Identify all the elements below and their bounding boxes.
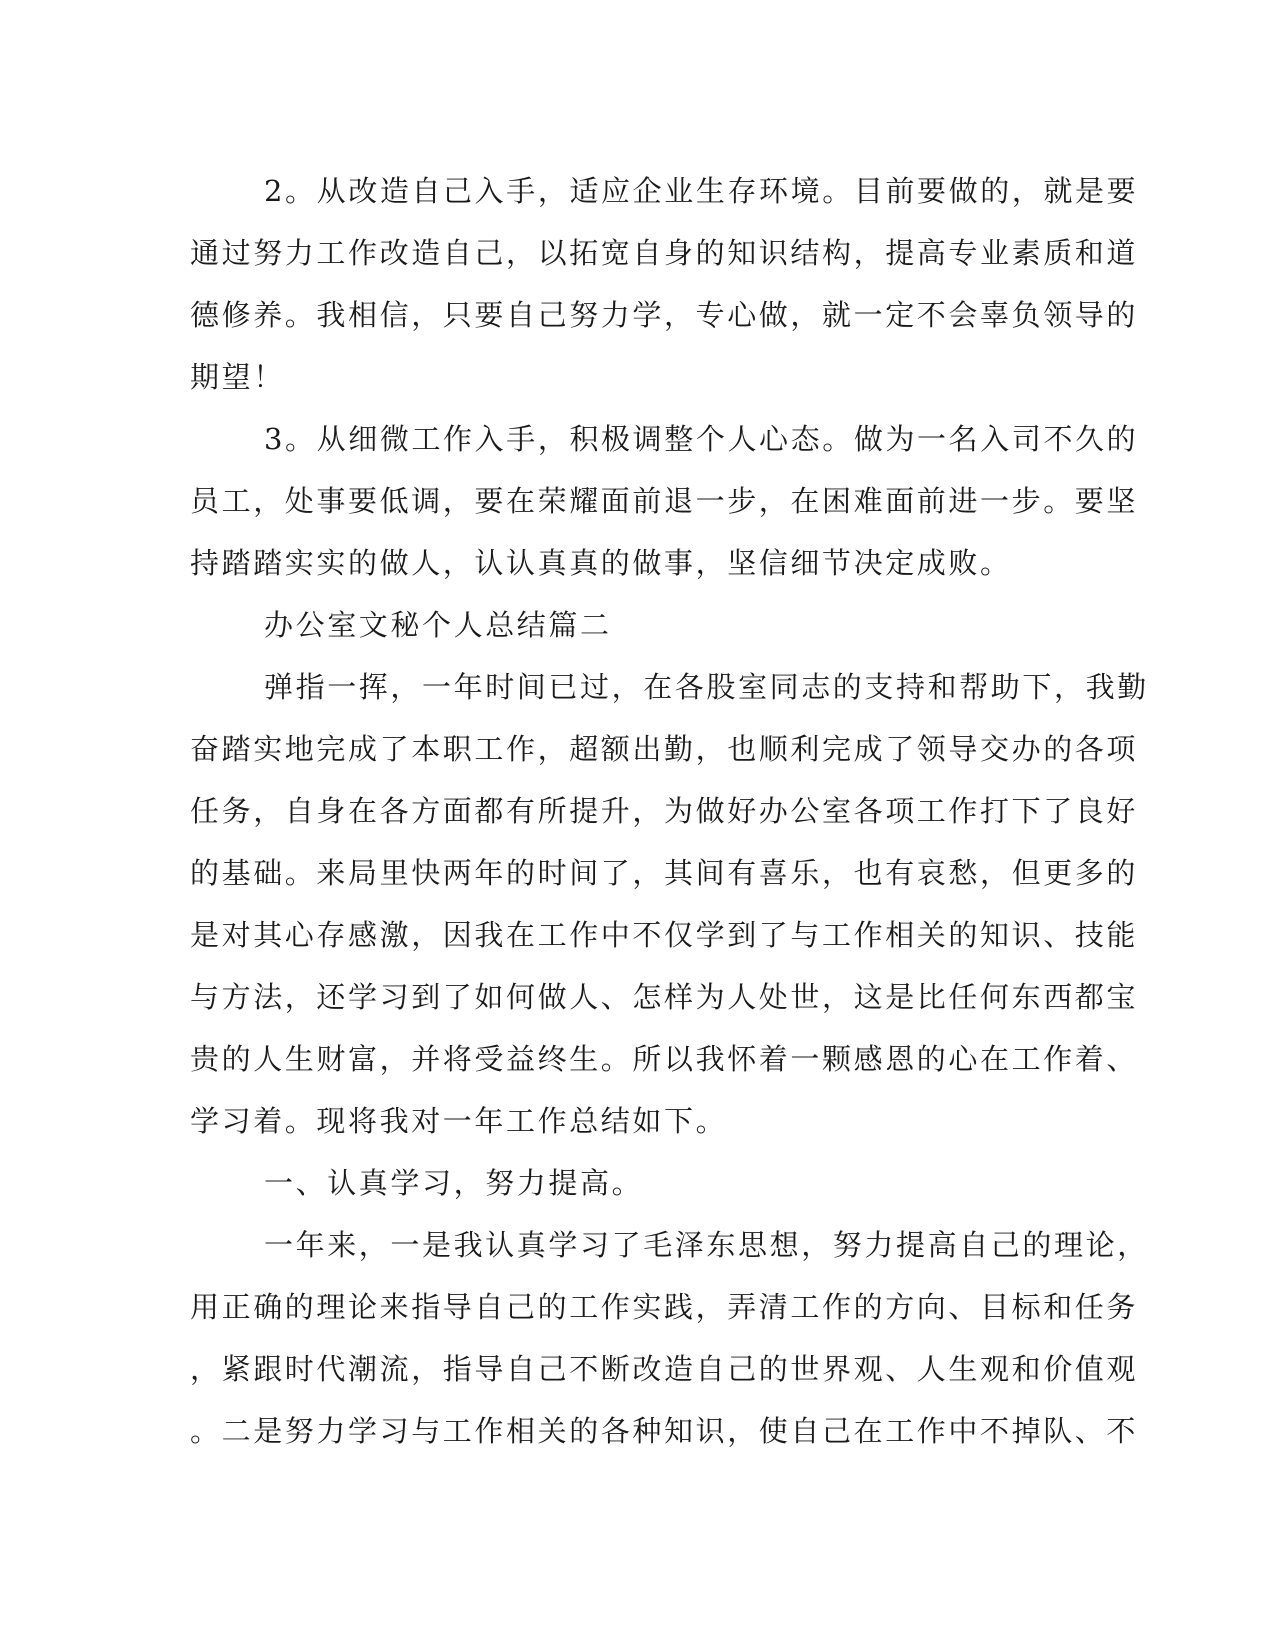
paragraph-line: 贵的人生财富，并将受益终生。所以我怀着一颗感恩的心在工作着、 — [190, 1042, 1139, 1076]
paragraph-line: 2。从改造自己入手，适应企业生存环境。目前要做的，就是要 — [264, 174, 1139, 208]
paragraph-line: 与方法，还学习到了如何做人、怎样为人处世，这是比任何东西都宝 — [190, 980, 1139, 1014]
paragraph-line: 弹指一挥，一年时间已过，在各股室同志的支持和帮助下，我勤 — [264, 670, 1149, 704]
paragraph-line: 3。从细微工作入手，积极调整个人心态。做为一名入司不久的 — [264, 422, 1139, 456]
paragraph-line: 。二是努力学习与工作相关的各种知识，使自己在工作中不掉队、不 — [190, 1414, 1139, 1448]
paragraph-line: 期望！ — [190, 360, 285, 394]
paragraph-line: 学习着。现将我对一年工作总结如下。 — [190, 1104, 728, 1138]
paragraph-line: 用正确的理论来指导自己的工作实践，弄清工作的方向、目标和任务 — [190, 1290, 1139, 1324]
paragraph-line: 奋踏实地完成了本职工作，超额出勤，也顺利完成了领导交办的各项 — [190, 732, 1139, 766]
document-body — [190, 160, 1149, 1462]
paragraph-line: ，紧跟时代潮流，指导自己不断改造自己的世界观、人生观和价值观 — [190, 1352, 1139, 1386]
paragraph-line: 通过努力工作改造自己，以拓宽自身的知识结构，提高专业素质和道 — [190, 236, 1139, 270]
paragraph-line: 持踏踏实实的做人，认认真真的做事，坚信细节决定成败。 — [190, 546, 1012, 580]
paragraph-line: 任务，自身在各方面都有所提升，为做好办公室各项工作打下了良好 — [190, 794, 1139, 828]
paragraph-line: 一年来，一是我认真学习了毛泽东思想，努力提高自己的理论， — [264, 1228, 1149, 1262]
paragraph-line: 德修养。我相信，只要自己努力学，专心做，就一定不会辜负领导的 — [190, 298, 1139, 332]
paragraph-line: 是对其心存感激，因我在工作中不仅学到了与工作相关的知识、技能 — [190, 918, 1139, 952]
section-heading: 办公室文秘个人总结篇二 — [264, 608, 612, 642]
subsection-heading: 一、认真学习，努力提高。 — [264, 1166, 644, 1200]
paragraph-line: 的基础。来局里快两年的时间了，其间有喜乐，也有哀愁，但更多的 — [190, 856, 1139, 890]
paragraph-line: 员工，处事要低调，要在荣耀面前退一步，在困难面前进一步。要坚 — [190, 484, 1139, 518]
